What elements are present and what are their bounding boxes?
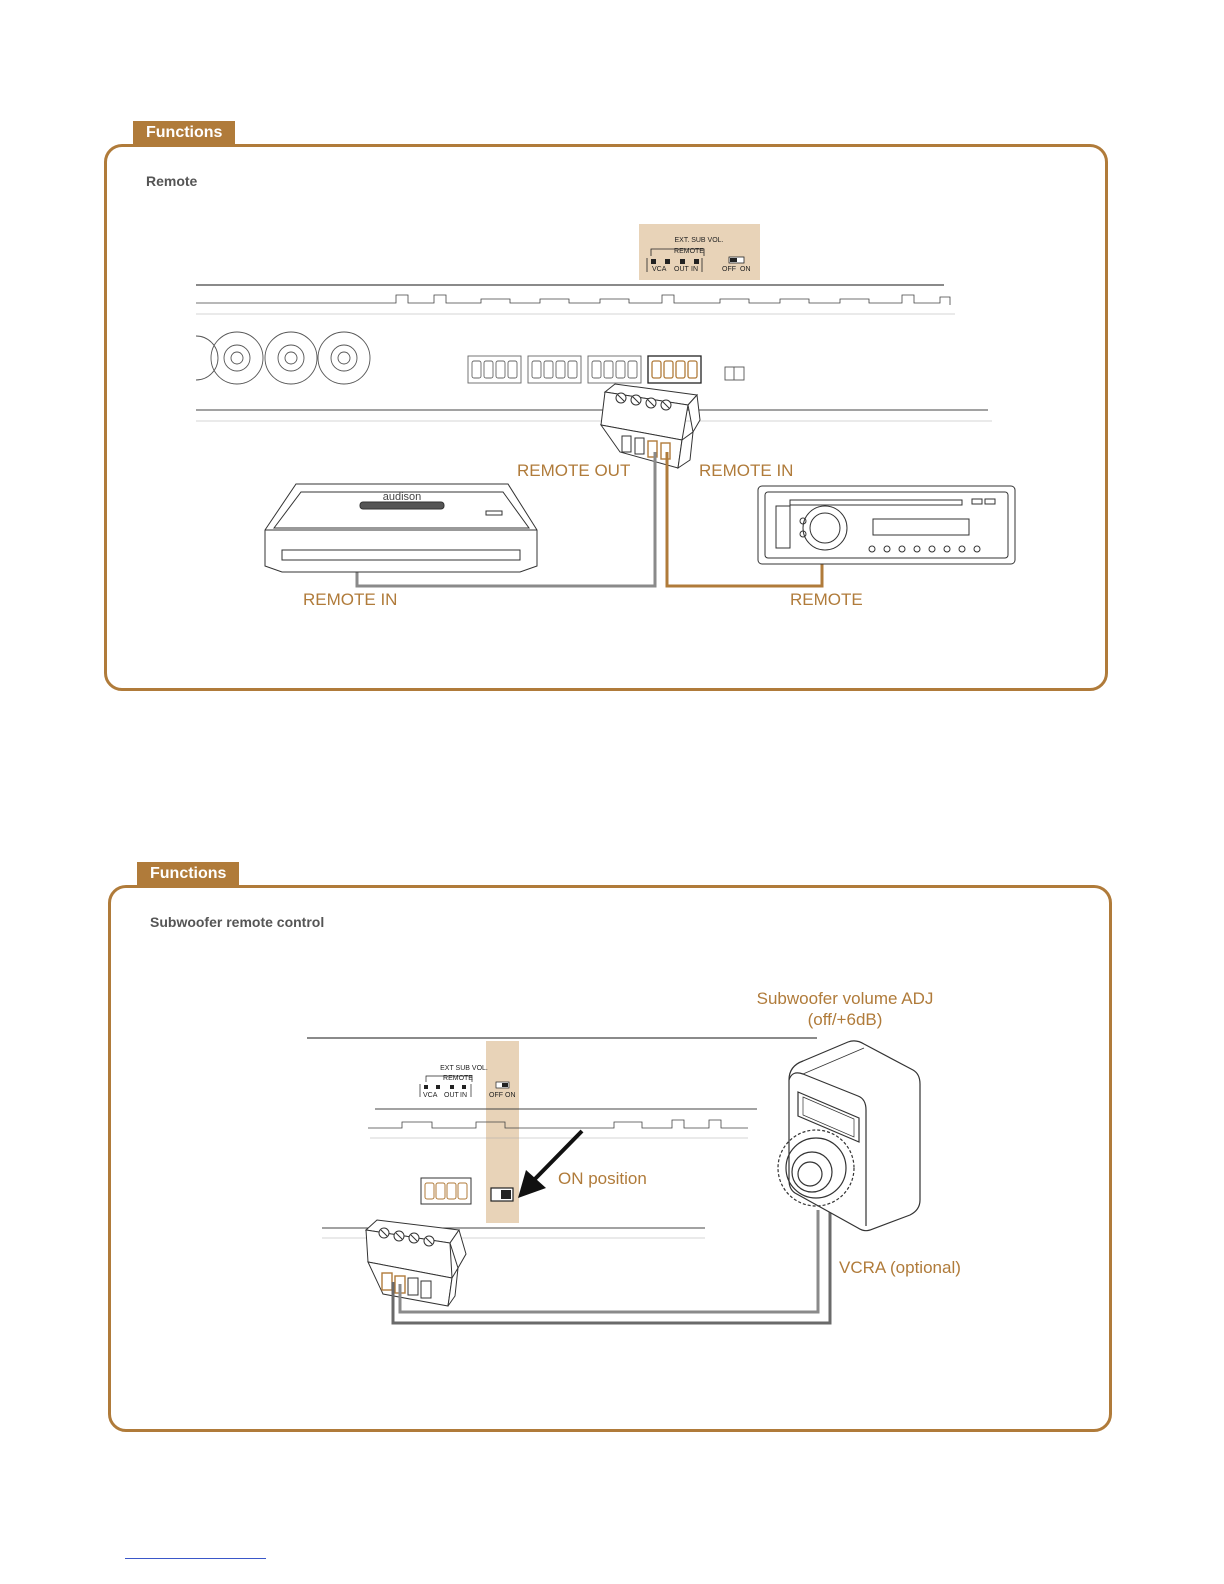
vca-label: VCA — [652, 266, 667, 273]
plug-connector — [366, 1220, 466, 1306]
vca-label: VCA — [423, 1092, 438, 1099]
amplifier-panel — [307, 1038, 817, 1238]
stereo-remote-label: REMOTE — [790, 590, 863, 609]
remote-group-label: REMOTE — [674, 248, 704, 255]
vcra-optional-label: VCRA (optional) — [839, 1258, 961, 1277]
on-position-label: ON position — [558, 1169, 647, 1188]
on-label: ON — [740, 266, 751, 273]
out-label: OUT — [674, 266, 689, 273]
amp-brand-logo: audison — [382, 491, 422, 503]
off-label: OFF — [722, 266, 736, 273]
on-label: ON — [505, 1092, 516, 1099]
sub-volume-adj-label: Subwoofer volume ADJ — [756, 989, 934, 1008]
sub-volume-range-label: (off/+6dB) — [807, 1010, 883, 1029]
vcra-wire-inner — [400, 1210, 818, 1312]
section-title: Remote — [146, 173, 198, 189]
out-label: OUT — [444, 1092, 459, 1099]
remote-in-label: REMOTE IN — [699, 461, 794, 480]
in-label: IN — [691, 266, 698, 273]
remote-out-label: REMOTE OUT — [517, 461, 631, 480]
section-title: Subwoofer remote control — [150, 914, 325, 930]
in-label: IN — [460, 1092, 467, 1099]
ext-sub-vol-label: EXT SUB VOL. — [440, 1065, 488, 1072]
amp-remote-in-label: REMOTE IN — [303, 590, 398, 609]
footer-link-underline — [125, 1558, 266, 1559]
section-tab: Functions — [133, 121, 235, 145]
terminal-block — [421, 1178, 471, 1204]
off-label: OFF — [489, 1092, 503, 1099]
section-tab: Functions — [137, 862, 239, 886]
remote-group-label: REMOTE — [443, 1075, 473, 1082]
vcra-remote-device — [778, 1041, 920, 1231]
on-switch-icon — [491, 1188, 513, 1201]
ext-sub-vol-label: EXT. SUB VOL. — [674, 237, 724, 244]
